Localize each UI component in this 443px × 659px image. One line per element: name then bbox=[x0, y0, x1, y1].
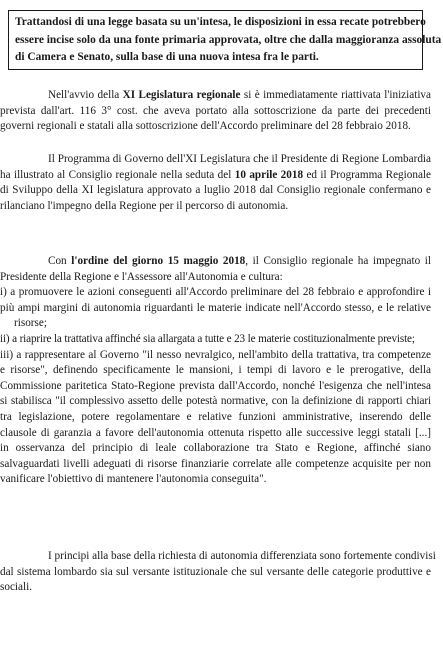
highlighted-box bbox=[8, 10, 442, 70]
paragraph-line bbox=[0, 88, 431, 104]
paragraph-line: ii) a riaprire la trattativa affinché sia allargata a tutte e 23 le materie costituzionalmente previste; bbox=[0, 332, 415, 345]
paragraph-line: clausole di garanzia a favore dell'autonomia ottenuta rispetto alle successive leggi statali [...] bbox=[0, 426, 431, 439]
paragraph-line: Presidente della Regione e l'Assessore all'Autonomia e cultura: bbox=[0, 270, 283, 283]
text-run: Nell'avvio della bbox=[48, 89, 123, 101]
paragraph-line: iii) a rappresentare al Governo "il nesso nevralgico, nell'ambito della trattativa, tra competenze bbox=[0, 348, 431, 361]
paragraph-programma bbox=[0, 152, 431, 214]
paragraph-line: prevista dall'art. 116 3° cost. che aveva portato alla sottoscrizione da parte dei precedenti bbox=[0, 104, 431, 117]
paragraph-line: rilanciano l'impegno della Regione per il percorso di autonomia. bbox=[0, 199, 289, 212]
bold-text: l'ordine del giorno 15 maggio 2018 bbox=[71, 255, 246, 267]
paragraph-line: vanificare l'obiettivo di mantenere l'autonomia conseguita". bbox=[0, 473, 267, 486]
paragraph-line: in osservanza del principio di leale collaborazione tra Stato e Regione, affinché siano bbox=[0, 442, 431, 455]
paragraph-line: salvaguardati livelli adeguati di risorse finanziarie correlate alle competenze acquisite per non bbox=[0, 457, 431, 470]
text-run: ha illustrato al Consiglio regionale nella seduta del bbox=[0, 168, 235, 181]
text-run: si è immediatamente riattivata l'iniziativa bbox=[240, 89, 431, 101]
paragraph-line: Il Programma di Governo dell'XI Legislatura che il Presidente di Regione Lombardia bbox=[48, 153, 431, 165]
text-run: Con bbox=[48, 255, 72, 267]
paragraph-line bbox=[0, 254, 431, 270]
paragraph-line: e risorse", definendo specificamente le mansioni, i tempi di lavoro e le prerogative, della bbox=[0, 364, 431, 377]
bold-text: 10 aprile 2018 bbox=[234, 168, 304, 181]
paragraph-ordine-giorno bbox=[0, 254, 431, 488]
paragraph-line: si stabilisca "il complessivo assetto delle potestà normative, con la definizione di rapporti chiari bbox=[0, 395, 431, 408]
paragraph-line: più ampi margini di autonomia riguardanti le materie indicate nell'Accordo stesso, e le relative bbox=[0, 301, 431, 314]
paragraph-line: risorse; bbox=[14, 317, 47, 330]
paragraph-line: governi regionali e statali alla sottoscrizione dell'Accordo preliminare del 28 febbraio 2018. bbox=[0, 120, 411, 133]
text-run: ed il Programma Regionale bbox=[303, 168, 431, 181]
paragraph-line: di Sviluppo della XI legislatura approvato a luglio 2018 dal Consiglio regionale confermano e bbox=[0, 184, 431, 197]
paragraph-line: sociali. bbox=[0, 581, 33, 594]
paragraph-line: dal sistema lombardo sia sul versante istituzionale che sul versante delle categorie produttive e bbox=[0, 565, 431, 578]
box-line: di Camera e Senato, sulla base di una nuova intesa fra le parti. bbox=[15, 51, 319, 63]
bold-text: XI Legislatura regionale bbox=[122, 89, 241, 101]
box-line: essere incise solo da una fonte primaria approvata, oltre che dalla maggioranza assoluta bbox=[15, 33, 442, 46]
paragraph-line bbox=[0, 168, 431, 184]
paragraph-line: tra legislazione, potere regolamentare e relative funzioni amministrative, inserendo delle bbox=[0, 410, 431, 423]
text-run: , il Consiglio regionale ha impegnato il bbox=[245, 255, 431, 267]
box-line: Trattandosi di una legge basata su un'intesa, le disposizioni in essa recate potrebbero bbox=[15, 16, 426, 28]
paragraph-line: Commissione paritetica Stato-Regione prevista dall'Accordo, nonché l'esigenza che nell'intesa bbox=[0, 379, 431, 392]
paragraph-principi bbox=[0, 549, 436, 596]
paragraph-legislature bbox=[0, 88, 431, 135]
paragraph-line: i) a promuovere le azioni conseguenti all'Accordo preliminare del 28 febbraio e approfondire i bbox=[0, 286, 431, 299]
paragraph-line: I principi alla base della richiesta di autonomia differenziata sono fortemente condivisi bbox=[48, 550, 436, 562]
